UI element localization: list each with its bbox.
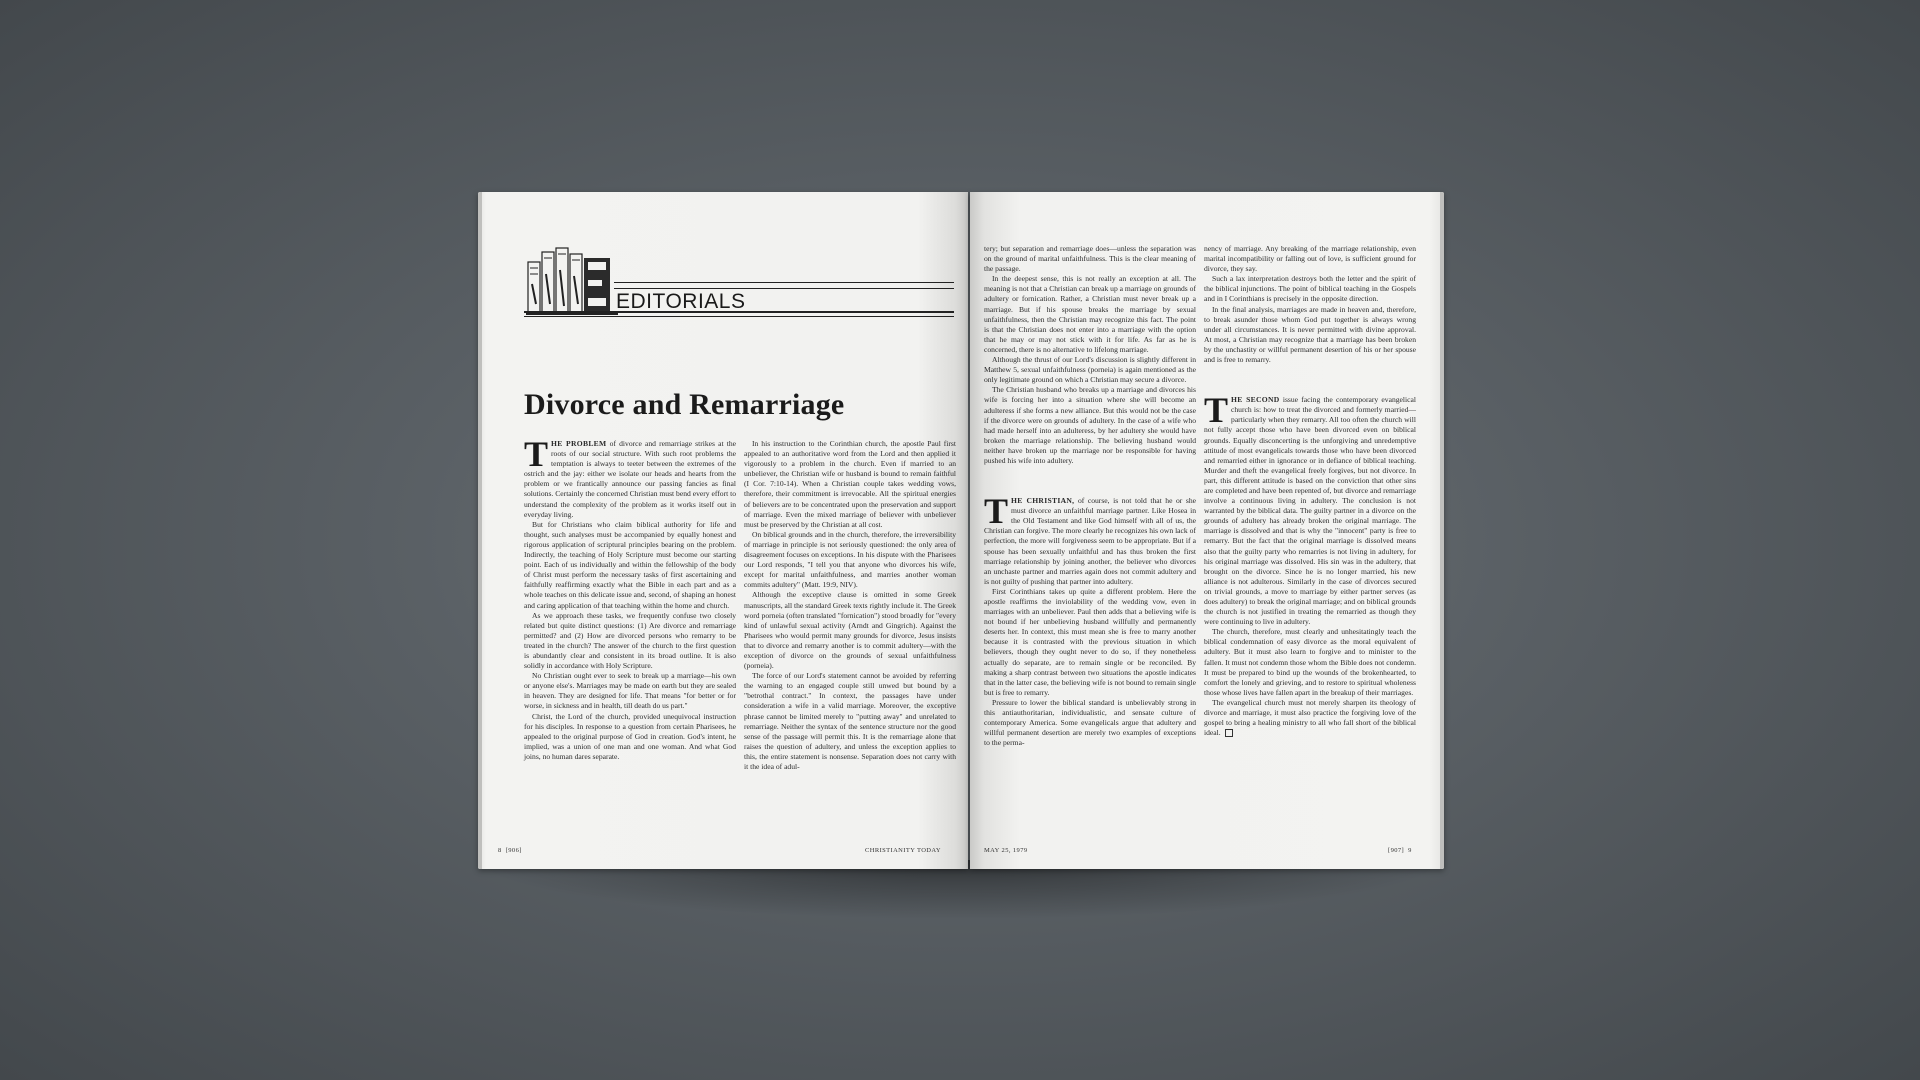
paragraph: The Christian husband who breaks up a marriage and divorces his wife is forcing her into a situation where she will become an adulteress if she forms a new alliance. But this would not be the case if the divorce were on grounds of adultery. In the case of a wife who had made herself into an adulteress, by her adultery she would have broken the marriage relationship. The believing husband would neither have broken up the marriage nor be responsible for having pushed his wife into adultery. bbox=[984, 385, 1196, 465]
paragraph: tery; but separation and remarriage does—unless the separation was on the ground of marital unfaithfulness. This is the clear meaning of the passage. bbox=[984, 244, 1196, 274]
left-page bbox=[478, 192, 968, 869]
paragraph: Although the thrust of our Lord's discussion is slightly different in Matthew 5, sexual unfaithfulness (porneia) is again mentioned as the only legitimate ground on which a Christian may secure a divorce. bbox=[984, 355, 1196, 385]
paragraph: First Corinthians takes up quite a different problem. Here the apostle reaffirms the inviolability of the wedding vow, even in marriages with an unbeliever. Paul then adds that a believing wife is not bound if her unbelieving husband willfully and permanently deserts her. In context, this must mean she is free to marry another because it is contrasted with the previous situation in which believers, though they ought never to do so, if they nonetheless actually do separate, are to remain single or be reconciled. By making a sharp contrast between two situations the apostle indicates that in the latter case, the believing wife is not bound to remain single but is free to remarry. bbox=[984, 586, 1196, 697]
lead-in: HE SECOND bbox=[1231, 395, 1280, 405]
end-mark-icon bbox=[1225, 729, 1233, 737]
paragraph: Christ, the Lord of the church, provided unequivocal instruction for his disciples. In response to a question from certain Pharisees, he appealed to the original purpose of God in creation. God's intent, he implied, was a union of one man and one woman. And what God joins, no human dares separate. bbox=[524, 711, 736, 761]
paragraph: But for Christians who claim biblical authority for life and thought, such analyses must be accompanied by equally honest and rigorous application of scriptural principles bearing on the problem. Indirectly, the teaching of Holy Scripture must become our starting point. Each of us individually and within the fellowship of the body of Christ must perform the necessary tasks of first ascertaining and faithfully reaffirming exactly what the Bible in each part and as a whole teaches on this delicate issue and, second, of shaping an honest and caring application of that teaching within the home and church. bbox=[524, 519, 736, 610]
paragraph-text: of course, is not told that he or she must divorce an unfaithful marriage partner. Like Hosea in the Old Testament and like God himself with all of us, the Christian can forgive. The more clearly he recognizes his own lack of perfection, the more will forgiveness seem to be appropriate. But if a spouse has been sexually unfaithful and has thus broken the first marriage relationship by joining another, the believer who divorces an unchaste partner and marries again does not commit adultery and is not guilty of pushing that partner into adultery. bbox=[984, 496, 1196, 586]
column-2 bbox=[744, 439, 956, 772]
drop-cap: T bbox=[1204, 390, 1229, 431]
right-page bbox=[970, 192, 1444, 869]
drop-cap: T bbox=[524, 434, 549, 474]
paragraph: As we approach these tasks, we frequently confuse two closely related but quite distinct questions: (1) Are divorce and remarriage permitted? and (2) How are divorced persons who remarry to be treated in the church? The answer of the church to the first question is abundantly clear and consistent in its broad outline. It is also solidly in accordance with Holy Scripture. bbox=[524, 610, 736, 671]
masthead-rule bbox=[614, 288, 954, 289]
paragraph: The church, therefore, must clearly and unhesitatingly teach the biblical condemnation of easy divorce as the moral equivalent of adultery. But it must also learn to forgive and to minister to the fallen. It must not condemn those whom the Bible does not condemn. It must be prepared to bind up the wounds of the brokenhearted, to comfort the lonely and grieving, and to restore to spiritual wholeness those whose lives have fallen apart in the breakup of their marriages. bbox=[1204, 627, 1416, 697]
page-edge bbox=[478, 192, 482, 869]
paragraph: No Christian ought ever to seek to break up a marriage—his own or anyone else's. Marriages may be made on earth but they are sealed in heaven. They are designed for life. That means "for better or for worse, in sickness and in health, till death do us part." bbox=[524, 671, 736, 711]
masthead-rule bbox=[524, 316, 954, 317]
paragraph-text: The evangelical church must not merely sharpen its theology of divorce and marriage, it must also practice the forgiving love of the gospel to bring a healing ministry to all who fall short of the biblical ideal. bbox=[1204, 697, 1416, 738]
drop-cap: T bbox=[984, 491, 1009, 532]
editorials-masthead bbox=[524, 244, 954, 326]
paragraph: nency of marriage. Any breaking of the marriage relationship, even marital incompatibility or falling out of love, is sufficient ground for divorce, they say. bbox=[1204, 244, 1416, 274]
column-4 bbox=[1204, 244, 1416, 738]
lead-in: HE PROBLEM bbox=[551, 439, 607, 448]
masthead-rule bbox=[614, 282, 954, 283]
page-number: 9 bbox=[1408, 847, 1412, 854]
paragraph bbox=[1204, 698, 1416, 738]
left-folio bbox=[498, 847, 522, 854]
page-bracket-number: [907] bbox=[1388, 847, 1405, 854]
page-edge bbox=[1440, 192, 1444, 869]
section-title: EDITORIALS bbox=[616, 290, 746, 313]
issue-date: MAY 25, 1979 bbox=[984, 847, 1028, 854]
paragraph: In the final analysis, marriages are made in heaven and, therefore, to break asunder those whom God put together is always wrong under all circumstances. It is never permitted with divine approval. At most, a Christian may recognize that a marriage has been broken by the unchastity or willful permanent desertion of his or her spouse and is free to remarry. bbox=[1204, 304, 1416, 365]
page-bracket-number: [906] bbox=[505, 847, 522, 854]
editorials-logo-art bbox=[524, 244, 620, 326]
paragraph: In the deepest sense, this is not really an exception at all. The meaning is not that a Christian can break up a marriage on grounds of adultery or fornication. Rather, a Christian must never break up a marriage. But if his spouse breaks the marriage by sexual unfaithfulness, then the Christian may recognize this fact. The point is that the Christian does not enter into a marriage with the option that he may or may not stick with it for life. As far as he is concerned, there is no alternative to lifelong marriage. bbox=[984, 274, 1196, 354]
paragraph bbox=[1204, 390, 1416, 627]
lead-in: HE CHRISTIAN, bbox=[1011, 496, 1075, 506]
column-1 bbox=[524, 434, 737, 762]
paragraph: Such a lax interpretation destroys both the letter and the spirit of the biblical injunctions. The point of biblical teaching in the Gospels and in I Corinthians is precisely in the opposite direction. bbox=[1204, 274, 1416, 304]
magazine-name: CHRISTIANITY TODAY bbox=[865, 847, 941, 854]
article-headline: Divorce and Remarriage bbox=[524, 388, 845, 421]
section-break bbox=[984, 466, 1196, 496]
magazine-spread bbox=[478, 192, 1444, 869]
paragraph: In his instruction to the Corinthian church, the apostle Paul first appealed to an authoritative word from the Lord and then applied it vigorously to a problem in the church. Even if married to an unbeliever, the Christian wife or husband is bound to remain faithful (I Cor. 7:10-14). When a Christian couple takes wedding vows, therefore, their commitment is irrevocable. All the spiritual energies of believers are to be concentrated upon the preservation and support of marriage. Even the mixed marriage of believer with unbeliever must be preserved by the Christian at all cost. bbox=[744, 439, 956, 529]
paragraph: On biblical grounds and in the church, therefore, the irreversibility of marriage in principle is not seriously questioned: the only area of disagreement focuses on exceptions. In his dispute with the Pharisees our Lord responds, "I tell you that anyone who divorces his wife, except for marital unfaithfulness, and marries another woman commits adultery" (Matt. 19:9, NIV). bbox=[744, 529, 956, 590]
right-folio bbox=[1388, 847, 1412, 854]
paragraph bbox=[524, 434, 737, 520]
paragraph-text: of divorce and remarriage strikes at the roots of our social structure. With such root problems the temptation is always to teeter between the extremes of the ostrich and the jay: either we isolate our heads and hearts from the problem or we frantically announce our passing fancies as final solutions. Certainly the concerned Christian must bend every effort to understand the complexity of the problem as it works itself out in everyday living. bbox=[524, 439, 737, 519]
paragraph-text: issue facing the contemporary evangelical church is: how to treat the divorced and formerly married—particularly when they remarry. All too often the church will not fully accept those who have been divorced even on biblical grounds. Equally disconcerting is the unforgiving and unredemptive attitude of most evangelicals towards those who have been divorced and remarried either in ignorance or in defiance of biblical teaching. Murder and theft the evangelical freely forgives, but not divorce. In part, this different attitude is based on the conviction that other sins are completed and have been repented of, but divorce and remarriage involve a continuous living in adultery. The conclusion is not warranted by the biblical data. The guilty partner in a divorce on the grounds of adultery has already broken the original marriage. The marriage is dissolved and that is why the "innocent" party is free to remarry. But the fact that the original marriage is dissolved means also that the guilty party who remarries is not living in adultery, for his original marriage was dissolved. His sin was in the adultery, that brought on the divorce. Since he is no longer married, his new alliance is not adulterous. Similarly in the case of divorces secured on trivial grounds, a move to marriage by either partner serves (as does adultery) to break the original marriage; and on biblical grounds the church is not justified in treating the remarried as though they were continuing to live in adultery. bbox=[1204, 395, 1416, 627]
magazine-shadow bbox=[470, 860, 1450, 920]
column-3 bbox=[984, 244, 1196, 748]
paragraph bbox=[984, 491, 1196, 587]
paragraph: The force of our Lord's statement cannot be avoided by referring the warning to an engaged couple still unwed but bound by a "betrothal contract." In context, the passages have under consideration a wife in a valid marriage. Moreover, the exceptive phrase cannot be limited merely to "putting away" and unrelated to remarriage. Neither the syntax of the sentence structure nor the good sense of the passage will permit this. It is the remarriage alone that raises the question of adultery, and unless the exception applies to this, the entire statement is nonsense. Separation does not carry with it the idea of adul- bbox=[744, 671, 956, 771]
paragraph: Although the exceptive clause is omitted in some Greek manuscripts, all the standard Greek texts rightly include it. The Greek word porneia (often translated "fornication") stood broadly for "every kind of unlawful sexual activity (Arndt and Gingrich). Against the Pharisees who would permit many grounds for divorce, Jesus insists that to divorce and remarry another is to commit adultery—with the exception of divorce on the grounds of sexual unfaithfulness (porneia). bbox=[744, 590, 957, 671]
paragraph: Pressure to lower the biblical standard is unbelievably strong in this antiauthoritarian, individualistic, and sensate culture of contemporary America. Some evangelicals argue that adultery and willful permanent desertion are merely two examples of exceptions to the perma- bbox=[984, 697, 1196, 748]
section-break bbox=[1204, 365, 1416, 395]
page-number: 8 bbox=[498, 847, 502, 854]
